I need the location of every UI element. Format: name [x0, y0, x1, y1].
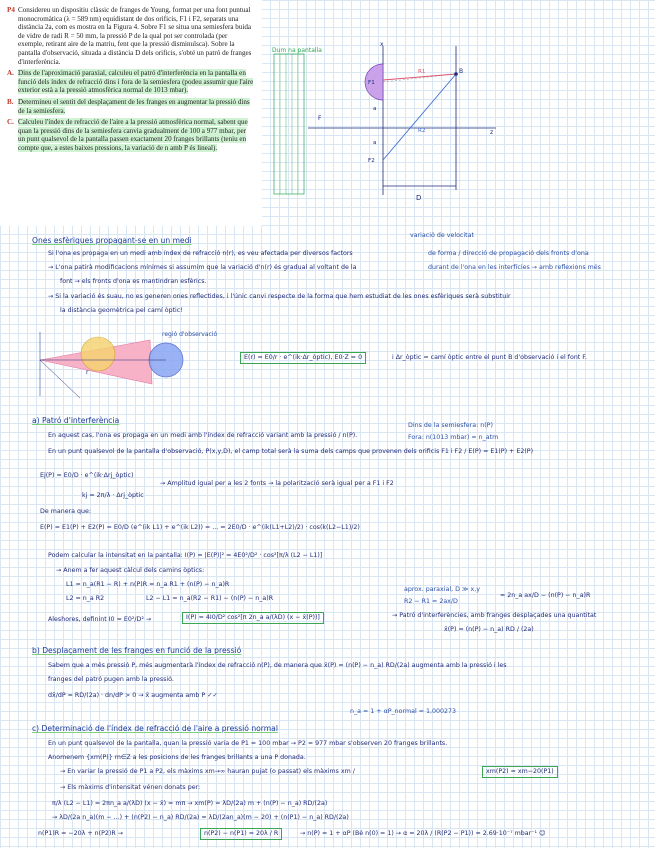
problem-number: P4 — [7, 6, 15, 14]
section-b-line-2: franges del patró pugen amb la pressió. — [48, 676, 174, 683]
problem-part-c — [7, 118, 254, 152]
fa-label: F — [318, 115, 322, 122]
part-text: Determineu el sentit del desplaçament de les franges en augmentar la pressió dins de la semiesfera. — [18, 97, 250, 115]
section-a-aside-3: aprox. paraxial, D ≫ x,y — [404, 586, 480, 593]
section-a-line-5: → Anem a fer aquest càlcul dels camins òptics: — [56, 567, 205, 574]
section-a-result-note: → Patró d'interferències, amb franges desplaçades una quantitat — [392, 612, 597, 619]
problem-part-a — [7, 69, 254, 95]
x-axis-label: x — [380, 41, 384, 48]
f1-label: F1 — [368, 80, 375, 86]
section-a-eq-2b: kj = 2π/λ · Δrj_òptic — [82, 492, 144, 499]
section-a-line-3: De manera que: — [40, 508, 92, 515]
section-c-eq-1: π/λ (L2 − L1) = 2πn_a a/(λD) (x − x̄) = mπ → xm(P) = λD/(2a) m + (n(P) − n_a) RD/(2a) — [52, 800, 328, 807]
young-setup-diagram — [268, 40, 508, 205]
section-a-eq-3: E(P) = E1(P) + E2(P) = E0/D (e^(ik L1) + e^(ik L2)) = ... = 2E0/D · e^(ik(L1+L2)/2) · cos(k(L2−L1)/2) — [40, 524, 360, 531]
r1-label: R1 — [418, 69, 426, 75]
ray-r2 — [383, 74, 456, 160]
section-b-title: b) Desplaçament de les franges en funció de la pressió — [32, 646, 242, 655]
section-a-eq-4: L1 = n_a(R1 − R) + n(P)R = n_a R1 + (n(P) − n_a)R — [66, 581, 230, 588]
section-c-line-3: → En variar la pressió de P1 a P2, els màxims xm→∞ hauran pujat (o passat) els màxims xm / — [60, 768, 355, 775]
medium-region — [81, 337, 115, 371]
section-b-note: n_a = 1 + αP_normal ≈ 1,000273 — [350, 708, 457, 715]
screen-grid — [274, 54, 304, 194]
section-a-line-2: En un punt qualsevol de la pantalla d'observació, P(x,y,D), el camp total serà la suma dels camps que provenen dels orificis F1 i F2 / E(P) = E1(P) + E2(P) — [48, 448, 534, 455]
section1-line-5: la distància geomètrica pel camí òptic! — [60, 307, 183, 314]
section-a-eq-4c: L2 − L1 = n_a(R2 − R1) − (n(P) − n_a)R — [146, 595, 274, 602]
section1-line-3: font → els fronts d'ona es mantindran esfèrics. — [60, 278, 207, 285]
point-b-label: B — [459, 68, 464, 75]
section1-title: Ones esfèriques propagant-se en un medi — [32, 236, 192, 245]
section-a-line-6: Aleshores, definint I0 = E0²/D² → — [48, 616, 152, 623]
part-label: A. — [7, 69, 14, 78]
section-b-line-1: Sabem que a més pressió P, més augmentarà l'índex de refracció n(P), de manera que x̄(P) = (n(P) − n_a) RD/(2a) augmenta amb la pressió i les — [48, 662, 507, 669]
section-c-eq-2: n(P1)R = −20λ + n(P2)R → — [38, 830, 124, 837]
d-label: D — [416, 194, 422, 202]
r2-label: R2 — [418, 128, 426, 134]
section1-aside-3: durant de l'ona en les interfícies → amb reflexions més — [428, 264, 601, 271]
section-a-eq-4d: = 2n_a ax/D − (n(P) − n_a)R — [500, 592, 591, 599]
section-c-box-2: n(P2) − n(P1) = 20λ / R — [200, 828, 282, 840]
problem-statement — [0, 0, 262, 226]
section1-line-1: Si l'ona es propaga en un medi amb índex de refracció n(r), es veu afectada per diversos factors — [48, 250, 353, 257]
section-a-eq-4b: L2 = n_a R2 — [66, 595, 105, 602]
section-a-aside-1: Dins de la semiesfera: n(P) — [408, 422, 493, 429]
section-a-line-4: Podem calcular la intensitat en la pantalla: I(P) = |E(P)|² = 4E0²/D² · cos²[π/λ (L2 − L1)] — [48, 552, 323, 559]
region-label: regió d'observació — [162, 331, 218, 338]
section-c-line-4: → Els màxims d'intensitat vénen donats per: — [60, 784, 201, 791]
problem-intro-text: Considereu un dispositiu clàssic de franges de Young, format per una font puntual monocromàtica (λ = 589 nm) equidistant de dos orificis, F1 i F2, separats una distància 2a, com es mostra en la Figura 4. Sobre F1 se situa una semiesfera buida de vidre de radi R = 50 mm, la pressió P de la qual pot ser controlada (per exemple, retirant aire de la matriu, fent que la pressió disminuïsca). Sobre la pantalla d'observació, situada a distància D dels orificis, s'obté un patró de franges d'interferència. — [18, 6, 252, 66]
equation-field-note: i Δr_òptic = camí òptic entre el punt B d'observació i el font F. — [392, 354, 587, 361]
point-b-marker — [454, 72, 458, 76]
part-label: B. — [7, 97, 14, 106]
section-b-equation: dx̄/dP = RD/(2a) · dn/dP > 0 → x̄ augmenta amb P ✓✓ — [48, 692, 218, 699]
part-label: C. — [7, 118, 14, 127]
section-a-title: a) Patró d'interferència — [32, 416, 120, 425]
section-a-eq-2: Ej(P) = E0/D · e^(ik·Δrj_òptic) — [40, 472, 134, 479]
f2-label: F2 — [368, 158, 375, 164]
section-c-eq-3: → n(P) = 1 + αP (Bé n(0) = 1) → α = 20λ / (R(P2 − P1)) ≈ 2.69·10⁻⁷ mbar⁻¹ ☺ — [300, 830, 546, 837]
section-a-line-1: En aquest cas, l'ona es propaga en un medi amb l'índex de refracció variant amb la pressió / n(P). — [48, 432, 358, 439]
z-axis-label: z — [490, 129, 494, 136]
part-text: Dins de l'aproximació paraxial, calculeu el patró d'interferència en la pantalla en funció dels índex de refracció dins i fora de la semiesfera (podeu assumir que l'aire exterior està a la pressió atmosfèrica normal de 1013 mbar). — [18, 69, 254, 95]
problem-part-b — [7, 97, 254, 115]
section1-aside-1: variació de velocitat — [410, 232, 474, 239]
screen-label: Dum na pantalla — [272, 47, 322, 54]
interference-result-box: I(P) = 4I0/D² cos²[π 2n_a a/(λD) (x − x̄(P))] — [182, 612, 324, 624]
equation-field-spherical: E(r) = E0/r · e^(ik·Δr_òptic), E0·Z = 0 — [240, 352, 366, 364]
section-a-result-note-2: x̄(P) = (n(P) − n_a) RD / (2a) — [444, 626, 534, 633]
a-top-label: a — [373, 106, 377, 112]
part-text: Calculeu l'índex de refracció de l'aire a la pressió atmosfèrica normal, sabent que quan la pressió dins de la semiesfera canvia gradualment de 100 a 977 mbar, per un punt qualsevol de la pantalla passen exactament 20 franges brillants (teniu en compte que, a estes baixes pressions, la variació de n amb P és lineal). — [18, 118, 248, 152]
r-label: r — [86, 369, 89, 376]
section1-line-2: → L'ona patirà modificacions mínimes si assumim que la variació d'n(r) és gradual al voltant de la — [48, 264, 357, 271]
section-c-line-1: En un punt qualsevol de la pantalla, quan la pressió varia de P1 = 100 mbar → P2 = 977 mbar s'observen 20 franges brillants. — [48, 740, 448, 747]
section-a-aside-4: R2 − R1 ≈ 2ax/D — [404, 598, 458, 605]
optical-path-sketch — [20, 326, 230, 406]
section1-line-4: → Si la variació és suau, no es generen ones reflectides, i l'únic canvi respecte de la forma que hem estudiat de les ones esfèriques serà substituir — [48, 293, 511, 300]
section-c-eq-1b: → λD/(2a n_a)(m − ...) + (n(P2) − n_a) RD/(2a) = λD/(2an_a)(m − 20) + (n(P1) − n_a) RD/(2a) — [52, 814, 349, 821]
section-a-aside-2: Fora: n(1013 mbar) = n_atm — [408, 434, 499, 441]
section-c-line-2: Anomenem {xm(P)} m∈Z a les posicions de les franges brillants a una P donada. — [48, 754, 306, 761]
section1-aside-2: de forma / direcció de propagació dels fronts d'ona — [428, 250, 589, 257]
section-c-title: c) Determinació de l'índex de refracció de l'aire a pressió normal — [32, 724, 278, 733]
section-c-box-1: xm(P2) = xm−20(P1) — [482, 766, 558, 778]
a-bottom-label: a — [373, 140, 377, 146]
section-a-eq-2-note: → Amplitud igual per a les 2 fonts → la polarització serà igual per a F1 i F2 — [160, 480, 394, 487]
problem-intro — [7, 6, 254, 66]
